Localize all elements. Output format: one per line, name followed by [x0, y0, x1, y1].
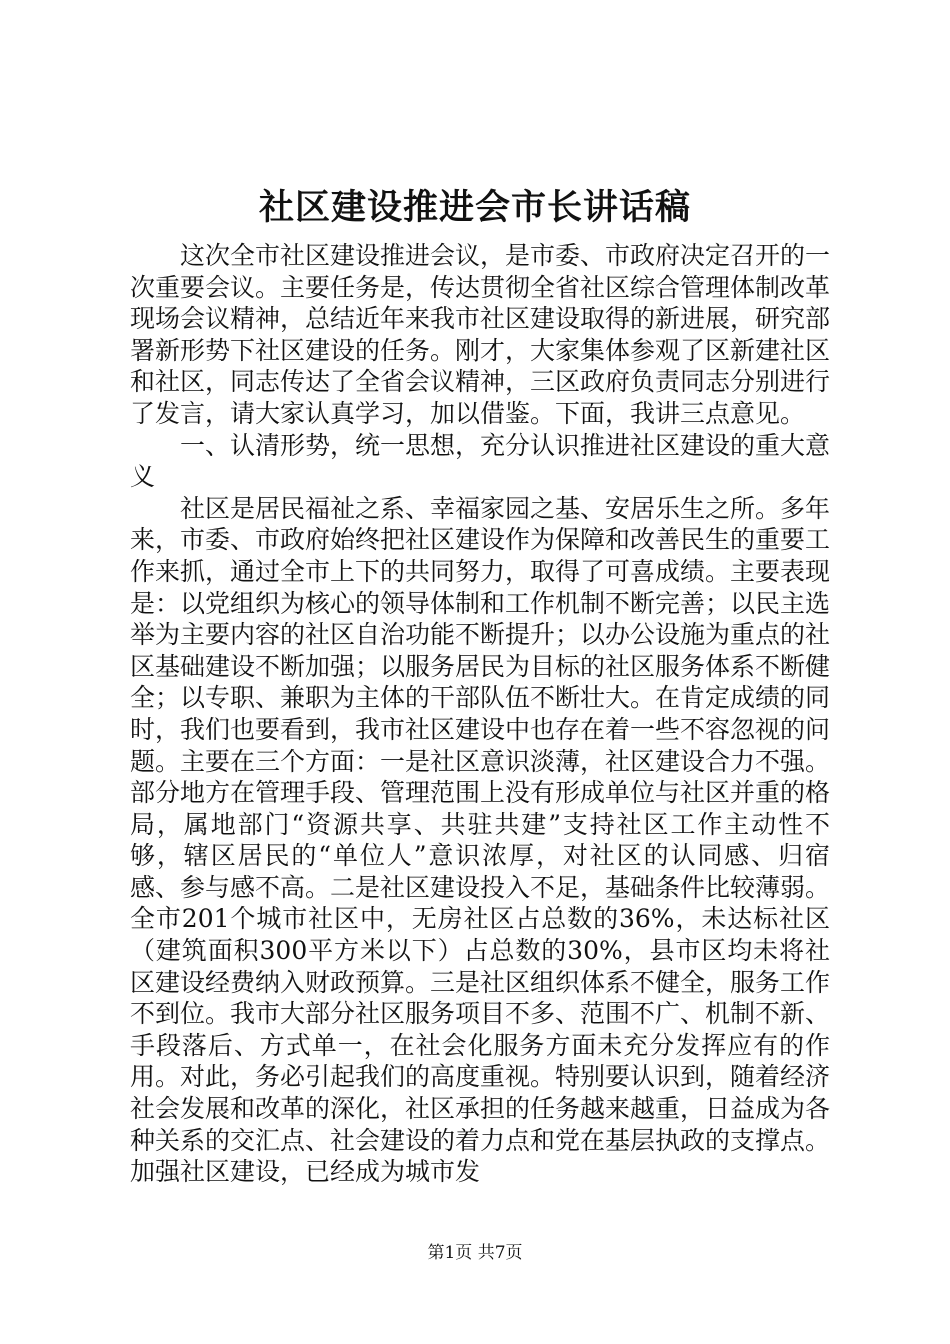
paragraph-section-1: 社区是居民福祉之系、幸福家园之基、安居乐生之所。多年来，市委、市政府始终把社区建设作为保障和改善民生的重要工作来抓，通过全市上下的共同努力，取得了可喜成绩。主要表现是：以党组织为核心的领导体制和工作机制不断完善；以民主选举为主要内容的社区自治功能不断提升；以办公设施为重点的社区基础建设不断加强；以服务居民为目标的社区服务体系不断健全；以专职、兼职为主体的干部队伍不断壮大。在肯定成绩的同时，我们也要看到，我市社区建设中也存在着一些不容忽视的问题。主要在三个方面：一是社区意识淡薄，社区建设合力不强。部分地方在管理手段、管理范围上没有形成单位与社区并重的格局，属地部门“资源共享、共驻共建”支持社区工作主动性不够，辖区居民的“单位人”意识浓厚，对社区的认同感、归宿感、参与感不高。二是社区建设投入不足，基础条件比较薄弱。全市201个城市社区中，无房社区占总数的36%，未达标社区（建筑面积300平方米以下）占总数的30%，县市区均未将社区建设经费纳入财政预算。三是社区组织体系不健全，服务工作不到位。我市大部分社区服务项目不多、范围不广、机制不新、手段落后、方式单一，在社会化服务方面未充分发挥应有的作用。对此，务必引起我们的高度重视。特别要认识到，随着经济社会发展和改革的深化，社区承担的任务越来越重，日益成为各种关系的交汇点、社会建设的着力点和党在基层执政的支撑点。加强社区建设，已经成为城市发 [130, 493, 831, 1187]
section-heading-1: 一、认清形势，统一思想，充分认识推进社区建设的重大意义 [130, 430, 831, 492]
document-body [130, 240, 830, 1188]
paragraph-intro: 这次全市社区建设推进会议，是市委、市政府决定召开的一次重要会议。主要任务是，传达贯彻全省社区综合管理体制改革现场会议精神，总结近年来我市社区建设取得的新进展，研究部署新形势下社区建设的任务。刚才，大家集体参观了区新建社区和社区，同志传达了全省会议精神，三区政府负责同志分别进行了发言，请大家认真学习，加以借鉴。下面，我讲三点意见。 [130, 241, 831, 428]
document-title: 社区建设推进会市长讲话稿 [258, 187, 691, 228]
page-number-footer: 第1页 共7页 [427, 1243, 523, 1263]
